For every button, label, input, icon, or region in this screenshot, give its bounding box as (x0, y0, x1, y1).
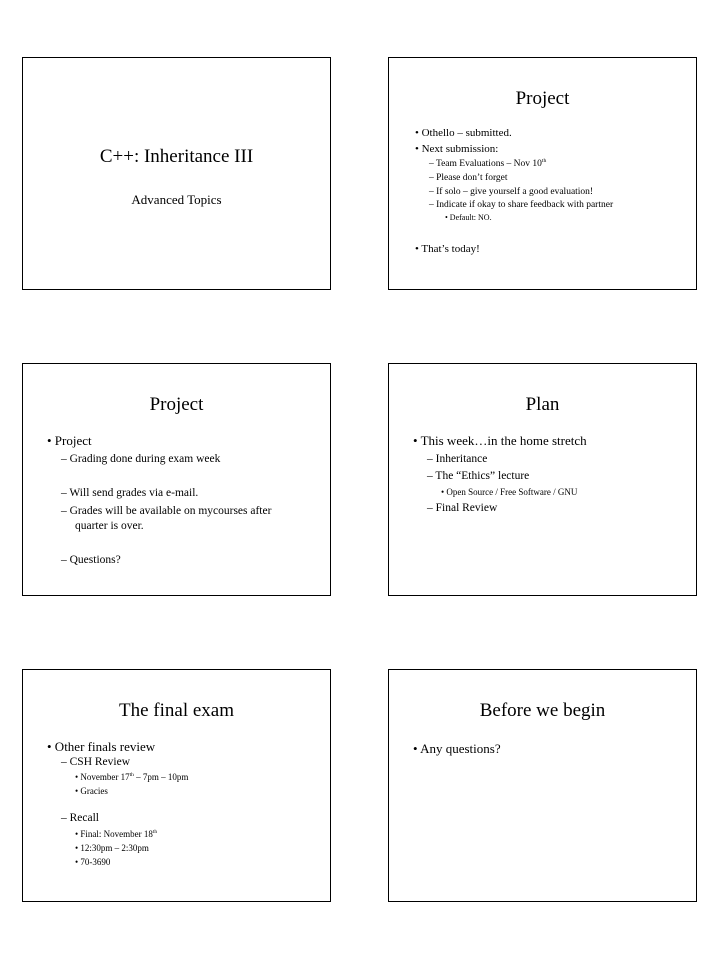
sub-sub-bullet-item: • Final: November 18th (75, 829, 158, 839)
sub-bullet-item: – Grading done during exam week (61, 453, 221, 465)
bullet-item: • That’s today! (415, 243, 480, 255)
sub-sub-bullet-item: • 12:30pm – 2:30pm (75, 843, 149, 853)
slide-5 (22, 669, 331, 902)
slide-title: Project (149, 394, 204, 415)
sub-sub-bullet-item: • Gracies (75, 786, 108, 796)
slide-2 (388, 57, 697, 290)
sub-sub-bullet-item: • November 17th – 7pm – 10pm (75, 772, 189, 782)
slide-6 (388, 669, 697, 902)
sub-bullet-item: – Final Review (427, 502, 498, 514)
sub-sub-bullet-item: • 70-3690 (75, 857, 111, 867)
sub-sub-bullet-item: • Default: NO. (445, 213, 492, 222)
slide-title: Before we begin (479, 700, 606, 721)
slide-title: Project (515, 88, 570, 109)
sub-bullet-item: – Will send grades via e-mail. (61, 487, 199, 499)
sub-bullet-item: – If solo – give yourself a good evaluation! (429, 187, 594, 197)
slide-1 (22, 57, 331, 290)
slide-4 (388, 363, 697, 596)
slide-title: C++: Inheritance III (99, 146, 254, 167)
sub-bullet-item: – Please don’t forget (429, 173, 508, 183)
slide-3 (22, 363, 331, 596)
sub-bullet-item: – Questions? (61, 554, 121, 566)
bullet-item: • Other finals review (47, 739, 156, 754)
sub-bullet-item: – Team Evaluations – Nov 10th (429, 157, 547, 169)
sub-sub-bullet-item: • Open Source / Free Software / GNU (441, 487, 578, 497)
sub-bullet-continuation: quarter is over. (75, 520, 144, 532)
sub-bullet-item: – CSH Review (61, 756, 130, 768)
bullet-item: • Othello – submitted. (415, 127, 512, 139)
sub-bullet-item: – Recall (61, 812, 99, 824)
bullet-item: • Project (47, 433, 92, 448)
sub-bullet-item: – The “Ethics” lecture (427, 470, 530, 482)
slide-subtitle: Advanced Topics (131, 192, 222, 207)
slide-title: Plan (525, 394, 560, 415)
sub-bullet-item: – Inheritance (427, 453, 488, 465)
slide-title: The final exam (118, 700, 234, 721)
bullet-item: • Next submission: (415, 143, 499, 155)
sub-bullet-item: – Grades will be available on mycourses after (61, 505, 272, 517)
bullet-item: • Any questions? (413, 741, 501, 756)
sub-bullet-item: – Indicate if okay to share feedback with partner (429, 200, 614, 210)
bullet-item: • This week…in the home stretch (413, 433, 587, 448)
